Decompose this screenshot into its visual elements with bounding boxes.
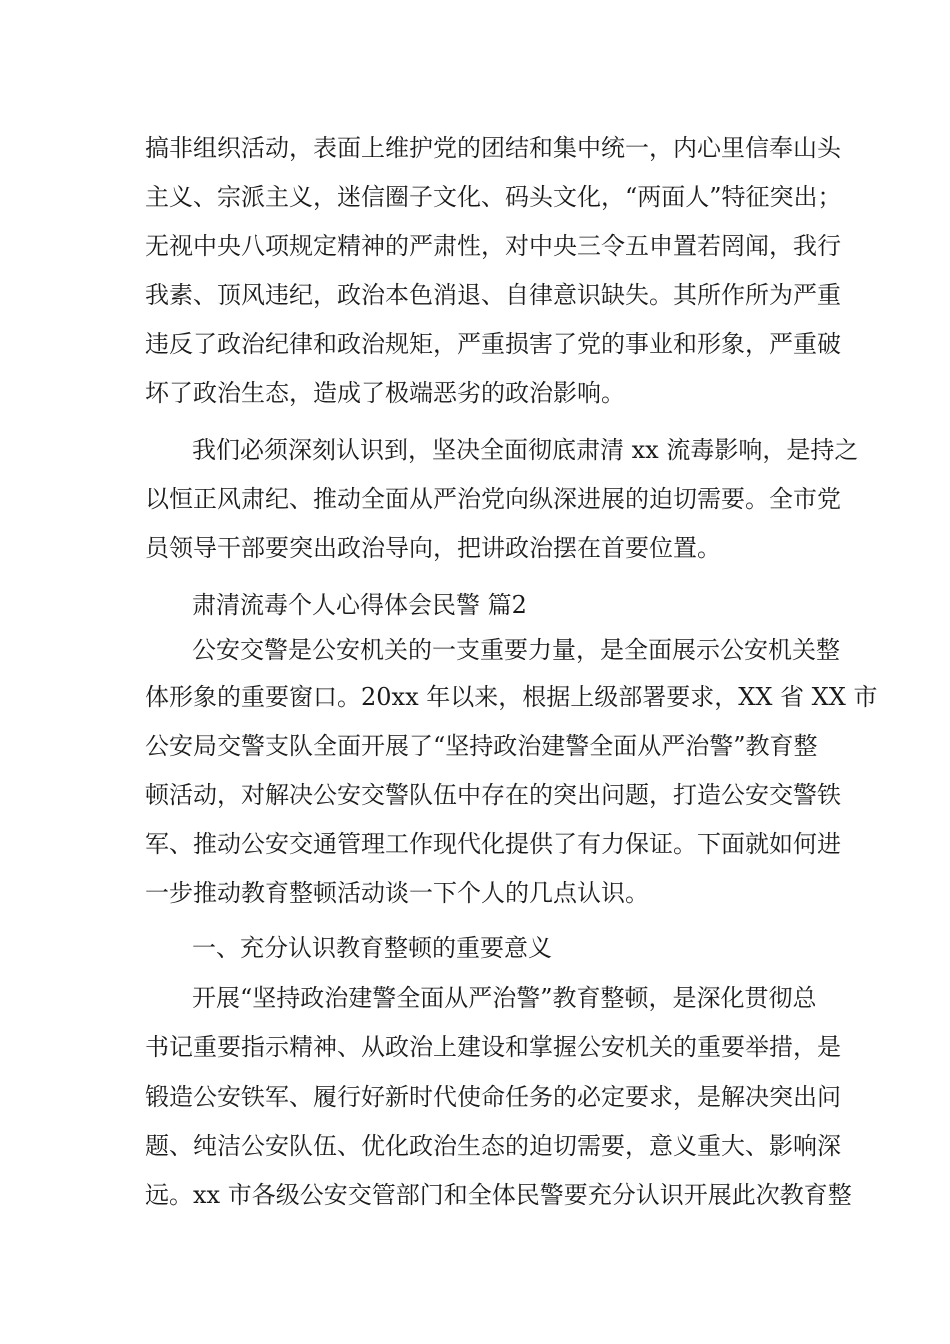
text-line: 题、纯洁公安队伍、优化政治生态的迫切需要，意义重大、影响深 [145, 1132, 841, 1160]
text-line: 军、推动公安交通管理工作现代化提供了有力保证。下面就如何进 [145, 830, 841, 858]
text-line: 主义、宗派主义，迷信圈子文化、码头文化，“两面人”特征突出； [145, 183, 842, 211]
text-line: 搞非组织活动，表面上维护党的团结和集中统一，内心里信奉山头 [145, 134, 841, 162]
text-line: 坏了政治生态，造成了极端恶劣的政治影响。 [145, 379, 625, 407]
text-line: 公安局交警支队全面开展了“坚持政治建警全面从严治警”教育整 [145, 732, 818, 760]
text-line: 无视中央八项规定精神的严肃性，对中央三令五申置若罔闻，我行 [145, 232, 841, 260]
paragraph-start-line: 开展“坚持政治建警全面从严治警”教育整顿，是深化贯彻总 [192, 984, 817, 1012]
paragraph-start-line: 公安交警是公安机关的一支重要力量，是全面展示公安机关整 [192, 636, 840, 664]
text-line: 以恒正风肃纪、推动全面从严治党向纵深进展的迫切需要。全市党 [145, 485, 841, 513]
section-title: 肃清流毒个人心得体会民警 篇2 [192, 591, 527, 619]
text-line: 远。xx 市各级公安交管部门和全体民警要充分认识开展此次教育整 [145, 1181, 852, 1209]
text-line: 违反了政治纪律和政治规矩，严重损害了党的事业和形象，严重破 [145, 330, 841, 358]
section-heading: 一、充分认识教育整顿的重要意义 [192, 934, 552, 962]
text-line: 锻造公安铁军、履行好新时代使命任务的必定要求，是解决突出问 [145, 1083, 841, 1111]
text-line: 一步推动教育整顿活动谈一下个人的几点认识。 [145, 879, 649, 907]
text-line: 我素、顶风违纪，政治本色消退、自律意识缺失。其所作所为严重 [145, 281, 841, 309]
text-line: 体形象的重要窗口。20xx 年以来，根据上级部署要求，XX 省 XX 市 [145, 683, 878, 711]
text-line: 顿活动，对解决公安交警队伍中存在的突出问题，打造公安交警铁 [145, 781, 841, 809]
paragraph-start-line: 我们必须深刻认识到，坚决全面彻底肃清 xx 流毒影响，是持之 [192, 436, 859, 464]
text-line: 书记重要指示精神、从政治上建设和掌握公安机关的重要举措，是 [145, 1033, 841, 1061]
text-line: 员领导干部要突出政治导向，把讲政治摆在首要位置。 [145, 534, 721, 562]
